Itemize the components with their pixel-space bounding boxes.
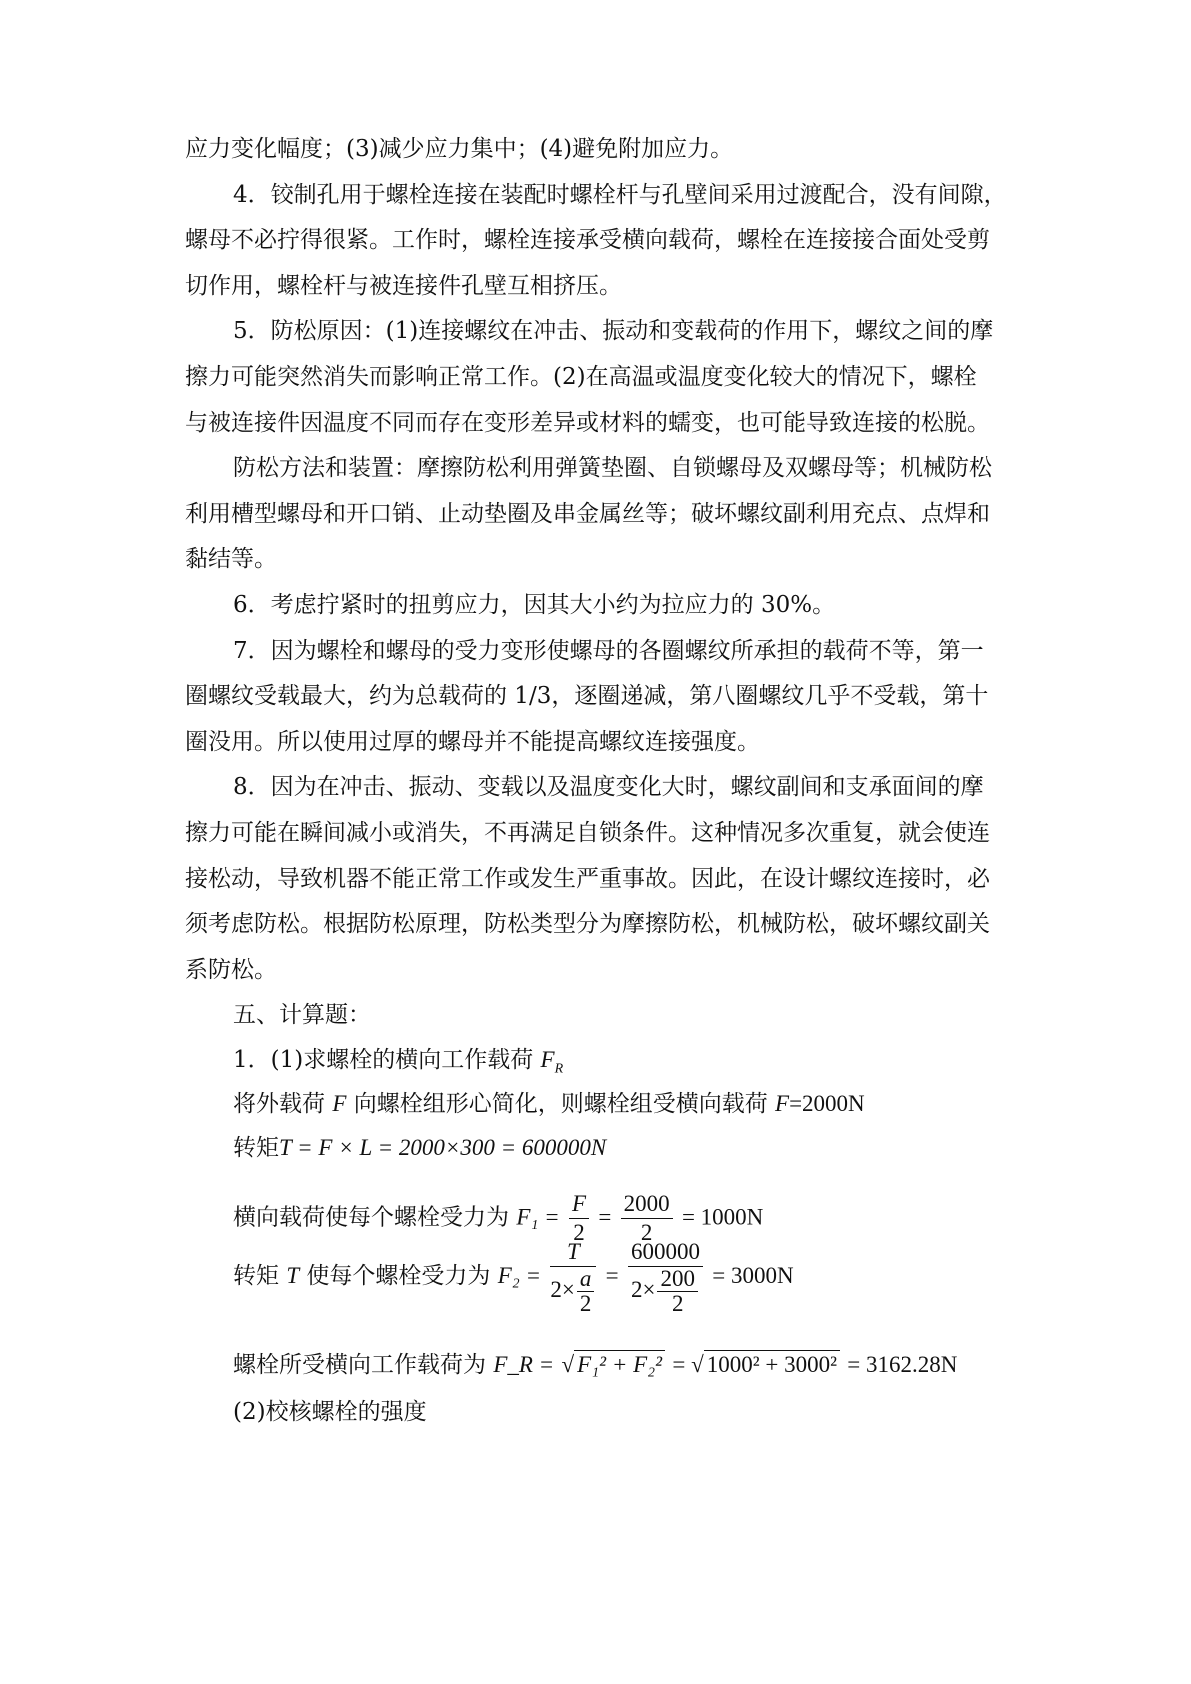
numerator: 2000	[621, 1190, 673, 1219]
fraction	[628, 1238, 703, 1316]
fraction	[657, 1267, 698, 1316]
text: 2×	[630, 1276, 656, 1302]
paragraph-line: 螺母不必拧得很紧。工作时，螺栓连接承受横向载荷，螺栓在连接接合面处受剪	[185, 227, 990, 253]
paragraph-line: 须考虑防松。根据防松原理，防松类型分为摩擦防松，机械防松，破坏螺纹副关	[185, 911, 990, 937]
symbol-f: F	[332, 1091, 347, 1116]
denominator: 2	[579, 1291, 592, 1316]
fraction	[577, 1267, 595, 1316]
paragraph-line: 6．考虑拧紧时的扭剪应力，因其大小约为拉应力的 30%。	[233, 592, 836, 618]
numerator: 200	[657, 1267, 698, 1292]
question-1-title	[233, 1045, 563, 1085]
label: 螺栓所受横向工作载荷为	[233, 1352, 486, 1378]
paragraph-line: 5．防松原因：(1)连接螺纹在冲击、振动和变载荷的作用下，螺纹之间的摩	[233, 318, 994, 344]
lhs: F₂ =	[497, 1263, 542, 1288]
denominator: 2	[671, 1291, 684, 1316]
denominator	[628, 1267, 703, 1316]
label: 转矩	[233, 1135, 279, 1161]
radicand: 1000² + 3000²	[704, 1350, 840, 1379]
label: 使每个螺栓受力为	[306, 1263, 491, 1289]
paragraph-line: 黏结等。	[185, 546, 277, 572]
text: =2000N	[789, 1091, 865, 1116]
radicand: F₁² + F₂²	[574, 1350, 665, 1379]
paragraph-line: 切作用，螺栓杆与被连接件孔壁互相挤压。	[185, 273, 622, 299]
numerator: T	[550, 1238, 596, 1267]
fraction	[550, 1238, 596, 1316]
fr-equation: 螺栓所受横向工作载荷为 F_R = √ F₁² + F₂² = √ 1000² + 3000² = 3162.28N	[233, 1352, 958, 1378]
paragraph-line: 4．铰制孔用于螺栓连接在装配时螺栓杆与孔壁间采用过渡配合，没有间隙，	[233, 182, 1007, 208]
label: 横向载荷使每个螺栓受力为	[233, 1204, 509, 1231]
paragraph-line: 利用槽型螺母和开口销、止动垫圈及串金属丝等；破坏螺纹副利用充点、点焊和	[185, 501, 990, 527]
symbol-t: T	[286, 1263, 300, 1288]
result: = 3000N	[712, 1263, 794, 1288]
numerator: F	[569, 1190, 589, 1219]
paragraph-line: 接松动，导致机器不能正常工作或发生严重事故。因此，在设计螺纹连接时，必	[185, 866, 990, 892]
subscript-r: R	[554, 1061, 564, 1077]
paragraph-line: 圈没用。所以使用过厚的螺母并不能提高螺纹连接强度。	[185, 729, 760, 755]
lhs: F₁ =	[516, 1204, 560, 1230]
paragraph-line: 7．因为螺栓和螺母的受力变形使螺母的各圈螺纹所承担的载荷不等，第一	[233, 638, 984, 664]
paragraph-line: 防松方法和装置：摩擦防松利用弹簧垫圈、自锁螺母及双螺母等；机械防松	[233, 455, 992, 481]
text: 将外载荷	[233, 1091, 325, 1117]
denominator	[550, 1267, 596, 1316]
result: = 1000N	[681, 1204, 764, 1230]
paragraph-line: 擦力可能在瞬间减小或消失，不再满足自锁条件。这种情况多次重复，就会使连	[185, 820, 990, 846]
load-statement	[233, 1089, 865, 1119]
result: = 3162.28N	[847, 1352, 958, 1377]
denominator: 2	[640, 1220, 653, 1245]
numerator: a	[577, 1267, 595, 1292]
question-text: 1．(1)求螺栓的横向工作载荷	[233, 1047, 534, 1073]
text: 2×	[550, 1276, 575, 1302]
paragraph-line: 擦力可能突然消失而影响正常工作。(2)在高温或温度变化较大的情况下，螺栓	[185, 364, 977, 390]
paragraph-line: 8．因为在冲击、振动、变载以及温度变化大时，螺纹副间和支承面间的摩	[233, 774, 984, 800]
symbol-f: F	[775, 1091, 790, 1116]
f1-equation: 横向载荷使每个螺栓受力为 F₁ = $\frac{F}{2}$ = $\frac{2000}{2}$ = 1000N	[233, 1191, 764, 1245]
label: 转矩	[233, 1263, 279, 1289]
symbol-f: F	[540, 1047, 555, 1072]
numerator: 600000	[628, 1238, 703, 1267]
paragraph-line: 应力变化幅度；(3)减少应力集中；(4)避免附加应力。	[185, 136, 734, 162]
f2-equation: 转矩 T 使每个螺栓受力为 F₂ = T 2× $\frac{a}{2}$ = 600000 2× $\frac{200}{2}$ = 3000N	[233, 1239, 794, 1316]
equation: T = F × L = 2000×300 = 600000N	[279, 1135, 607, 1160]
paragraph-line: 系防松。	[185, 957, 277, 983]
torque-equation	[233, 1133, 606, 1163]
section-heading: 五、计算题：	[233, 1002, 371, 1028]
lhs: F_R =	[493, 1352, 555, 1377]
paragraph-line: 与被连接件因温度不同而存在变形差异或材料的蠕变，也可能导致连接的松脱。	[185, 410, 990, 436]
paragraph-line: 圈螺纹受载最大，约为总载荷的 1/3，逐圈递减，第八圈螺纹几乎不受载，第十	[185, 683, 989, 709]
text: 向螺栓组形心简化，则螺栓组受横向载荷	[353, 1091, 768, 1117]
question-2-title: (2)校核螺栓的强度	[233, 1399, 427, 1425]
denominator: 2	[573, 1220, 585, 1245]
